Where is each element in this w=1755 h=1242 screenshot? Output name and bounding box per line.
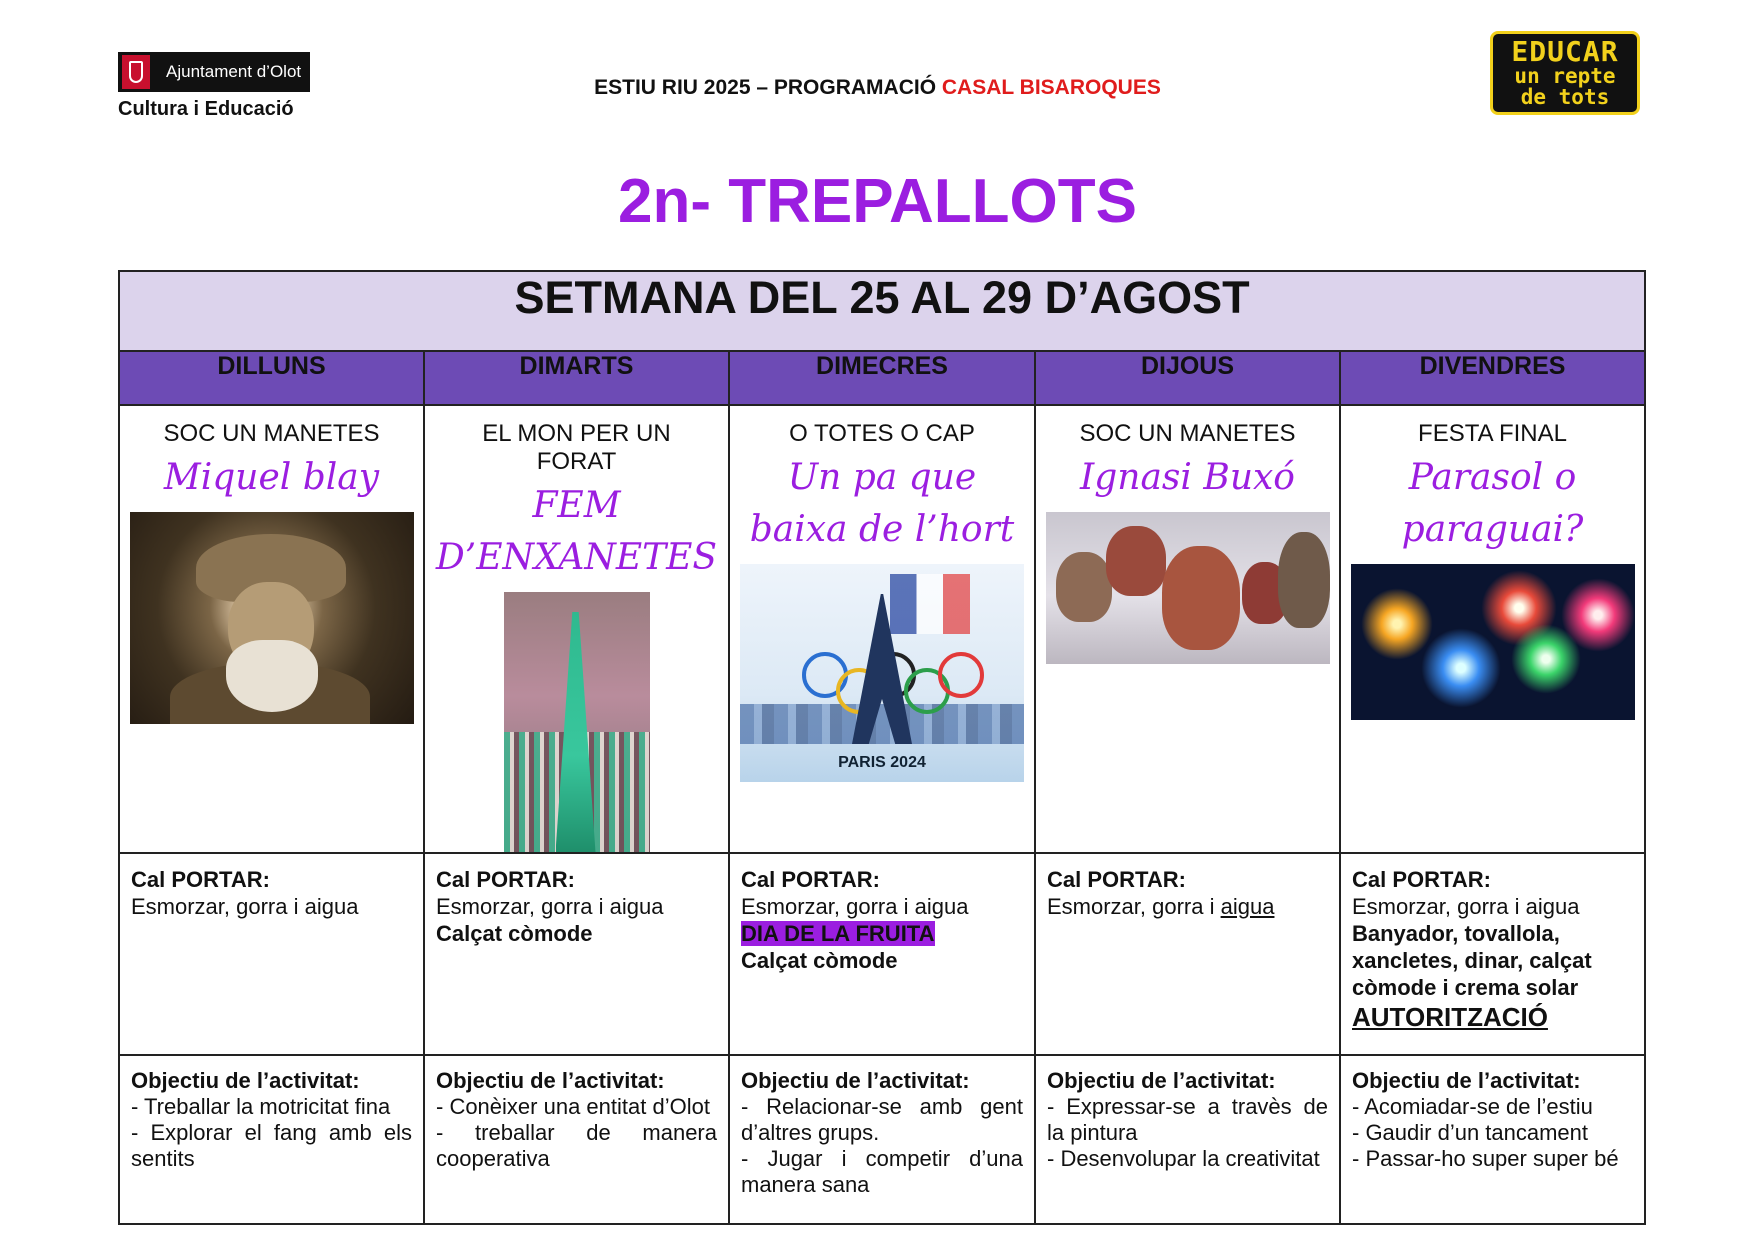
- bring-label: Cal PORTAR:: [741, 867, 880, 892]
- image-shape: [226, 640, 318, 712]
- bring-label: Cal PORTAR:: [436, 867, 575, 892]
- miquel-blay-sculpture-image: [130, 512, 414, 724]
- day-header: DIVENDRES: [1340, 351, 1645, 405]
- day-header-row: [119, 351, 1645, 405]
- paris-olympics-image: [740, 564, 1024, 782]
- educar-line-2: un repte: [1514, 64, 1616, 88]
- bring-cell-tuesday: [424, 853, 729, 1055]
- bring-extra: Banyador, tovallola, xancletes, dinar, calçat còmode i crema solar: [1352, 921, 1592, 1000]
- activity-label: EL MON PER UN FORAT: [482, 420, 671, 475]
- group-title: 2n- TREPALLOTS: [618, 167, 1137, 236]
- bring-extra: Calçat còmode: [436, 921, 593, 946]
- image-shape: [890, 574, 970, 634]
- activity-label: O TOTES O CAP: [789, 420, 975, 447]
- fruit-day-highlight: DIA DE LA FRUITA: [741, 921, 935, 946]
- image-shape: [1056, 552, 1112, 622]
- header-title-prefix: ESTIU RIU 2025 – PROGRAMACIÓ: [594, 76, 942, 99]
- bring-items-underlined: aigua: [1220, 894, 1275, 919]
- objective-label: Objectiu de l’activitat:: [436, 1068, 665, 1093]
- objective-label: Objectiu de l’activitat:: [1047, 1068, 1276, 1093]
- educar-logo: [1490, 31, 1640, 115]
- image-shape: [1106, 526, 1166, 596]
- objective-item: - treballar de manera cooperativa: [436, 1120, 717, 1171]
- activity-cell-thursday: [1035, 405, 1340, 853]
- objective-item: - Relacionar-se amb gent d’altres grups.: [741, 1094, 1023, 1145]
- bring-row: [119, 853, 1645, 1055]
- image-shape: [1278, 532, 1330, 628]
- objective-item: - Treballar la motricitat fina: [131, 1094, 391, 1119]
- day-header: DIMARTS: [424, 351, 729, 405]
- image-shape: [1162, 546, 1240, 650]
- org-name: Ajuntament d’Olot: [166, 62, 302, 81]
- bring-cell-wednesday: [729, 853, 1035, 1055]
- objective-label: Objectiu de l’activitat:: [1352, 1068, 1581, 1093]
- bring-items-text: Esmorzar, gorra i: [1047, 894, 1221, 919]
- objective-label: Objectiu de l’activitat:: [741, 1068, 970, 1093]
- week-row: [119, 271, 1645, 351]
- activity-label: SOC UN MANETES: [1079, 420, 1296, 447]
- authorization-note: AUTORITZACIÓ: [1352, 1002, 1548, 1032]
- activity-label: SOC UN MANETES: [163, 420, 380, 447]
- bring-items: Esmorzar, gorra i aigua: [131, 894, 359, 919]
- objective-cell-friday: [1340, 1055, 1645, 1224]
- activity-title: Ignasi Buxó: [1080, 457, 1295, 498]
- firework-icon: [1421, 628, 1501, 708]
- activity-title: Parasol o paraguai?: [1401, 457, 1584, 550]
- bring-label: Cal PORTAR:: [1047, 867, 1186, 892]
- objective-item: - Jugar i competir d’una manera sana: [741, 1146, 1023, 1197]
- image-shape: [740, 704, 1024, 744]
- objective-item: - Gaudir d’un tancament: [1352, 1120, 1589, 1145]
- activity-cell-tuesday: [424, 405, 729, 853]
- objective-row: [119, 1055, 1645, 1224]
- bring-cell-thursday: [1035, 853, 1340, 1055]
- objective-cell-wednesday: [729, 1055, 1035, 1224]
- objective-cell-tuesday: [424, 1055, 729, 1224]
- bring-items: Esmorzar, gorra i aigua: [436, 894, 664, 919]
- ceramic-busts-image: [1046, 512, 1330, 664]
- day-header: DILLUNS: [119, 351, 424, 405]
- olympic-ring-icon: [938, 652, 984, 698]
- activity-cell-wednesday: [729, 405, 1035, 853]
- activity-title: Un pa que baixa de l’hort: [749, 457, 1015, 550]
- activity-label: FESTA FINAL: [1418, 420, 1567, 447]
- bring-cell-monday: [119, 853, 424, 1055]
- objective-item: - Conèixer una entitat d’Olot: [436, 1094, 710, 1119]
- activity-row: [119, 405, 1645, 853]
- objective-item: - Explorar el fang amb els sentits: [131, 1120, 412, 1171]
- objective-item: - Passar-ho super super bé: [1352, 1146, 1619, 1171]
- bring-cell-friday: [1340, 853, 1645, 1055]
- bring-items: [1047, 893, 1328, 920]
- bring-label: Cal PORTAR:: [131, 867, 270, 892]
- org-subtitle: Cultura i Educació: [118, 98, 294, 120]
- bring-items: Esmorzar, gorra i aigua: [1352, 894, 1580, 919]
- bring-extra: Calçat còmode: [741, 948, 898, 973]
- activity-title: FEM D’ENXANETES: [435, 485, 718, 578]
- image-caption: PARIS 2024: [838, 754, 926, 771]
- week-title: SETMANA DEL 25 AL 29 D’AGOST: [119, 271, 1645, 351]
- activity-cell-monday: [119, 405, 424, 853]
- objective-cell-thursday: [1035, 1055, 1340, 1224]
- educar-line-1: EDUCAR: [1511, 35, 1619, 68]
- day-header: DIMECRES: [729, 351, 1035, 405]
- objective-item: - Desenvolupar la creativitat: [1047, 1146, 1320, 1171]
- activity-title: Miquel blay: [163, 457, 380, 498]
- bring-items: Esmorzar, gorra i aigua: [741, 894, 969, 919]
- day-header: DIJOUS: [1035, 351, 1340, 405]
- fireworks-image: [1351, 564, 1635, 720]
- objective-item: - Acomiadar-se de l’estiu: [1352, 1094, 1593, 1119]
- activity-cell-friday: [1340, 405, 1645, 853]
- schedule-table: [118, 270, 1646, 1225]
- header-title-highlight: CASAL BISAROQUES: [941, 76, 1161, 99]
- firework-icon: [1361, 588, 1433, 660]
- firework-icon: [1561, 578, 1635, 652]
- objective-item: - Expressar-se a travès de la pintura: [1047, 1094, 1328, 1145]
- objective-label: Objectiu de l’activitat:: [131, 1068, 360, 1093]
- bring-label: Cal PORTAR:: [1352, 867, 1491, 892]
- objective-cell-monday: [119, 1055, 424, 1224]
- castellers-image: [504, 592, 650, 852]
- educar-line-3: de tots: [1520, 85, 1610, 109]
